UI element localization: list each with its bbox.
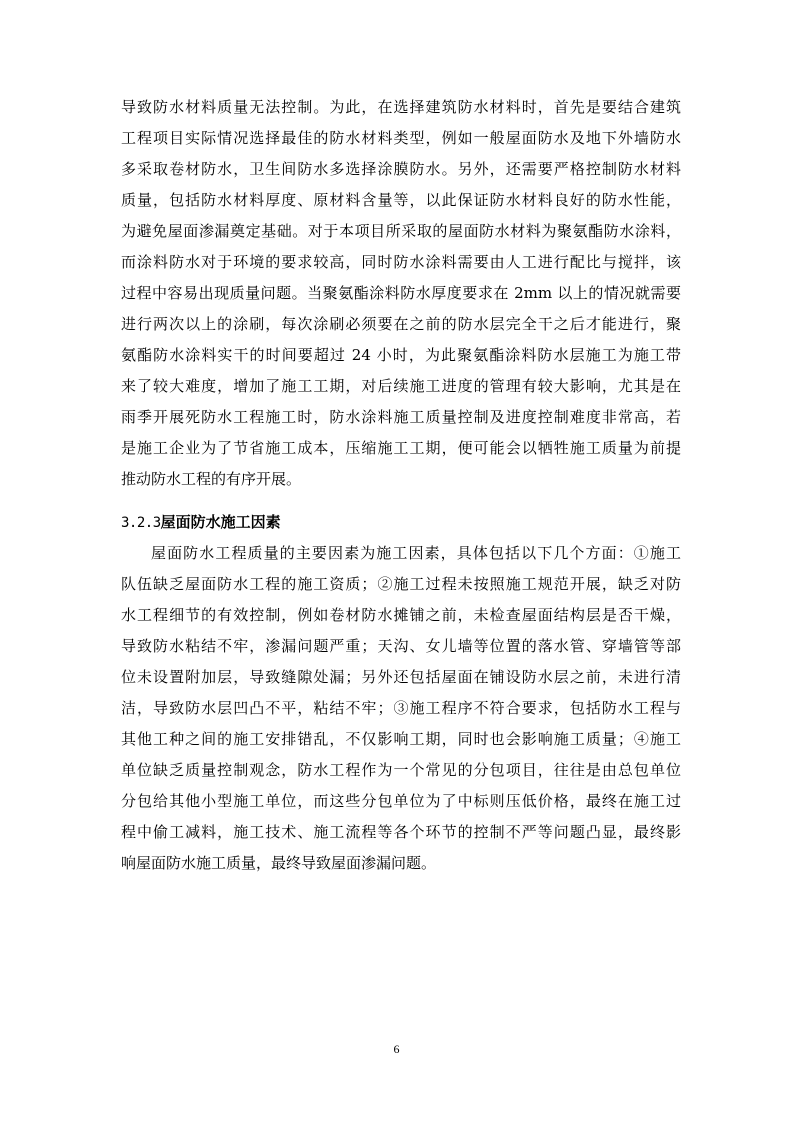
paragraph-line: 单位缺乏质量控制观念，防水工程作为一个常见的分包项目，往往是由总包单位 (121, 761, 681, 779)
paragraph-line: 导致防水材料质量无法控制。为此，在选择建筑防水材料时，首先是要结合建筑 (121, 98, 681, 116)
paragraph-line: 质量，包括防水材料厚度、原材料含量等，以此保证防水材料良好的防水性能， (121, 191, 681, 209)
paragraph-line: 推动防水工程的有序开展。 (121, 470, 302, 488)
paragraph-line: 为避免屋面渗漏奠定基础。对于本项目所采取的屋面防水材料为聚氨酯防水涂料， (121, 222, 681, 240)
section-title: 屋面防水施工因素 (160, 513, 281, 531)
paragraph-line: 位未设置附加层，导致缝隙处漏；另外还包括屋面在铺设防水层之前，未进行清 (121, 668, 681, 686)
paragraph-line: 工程项目实际情况选择最佳的防水材料类型，例如一般屋面防水及地下外墙防水 (121, 129, 681, 147)
paragraph-line: 是施工企业为了节省施工成本，压缩施工工期，便可能会以牺牲施工质量为前提 (121, 439, 681, 457)
paragraph-line: 水工程细节的有效控制，例如卷材防水摊铺之前，未检查屋面结构层是否干燥， (121, 606, 681, 624)
section-heading (121, 512, 281, 533)
paragraph-line: 氨酯防水涂料实干的时间要超过 24 小时，为此聚氨酯涂料防水层施工为施工带 (121, 346, 681, 364)
paragraph-line: 多采取卷材防水，卫生间防水多选择涂膜防水。另外，还需要严格控制防水材料 (121, 160, 681, 178)
paragraph-line: 来了较大难度，增加了施工工期，对后续施工进度的管理有较大影响，尤其是在 (121, 377, 681, 395)
paragraph-line: 雨季开展死防水工程施工时，防水涂料施工质量控制及进度控制难度非常高，若 (121, 408, 681, 426)
section-number: 3.2.3 (121, 515, 161, 531)
paragraph-line: 其他工种之间的施工安排错乱，不仅影响工期，同时也会影响施工质量；④施工 (121, 730, 681, 748)
paragraph-line: 洁，导致防水层凹凸不平，粘结不牢；③施工程序不符合要求，包括防水工程与 (121, 699, 681, 717)
paragraph-line: 程中偷工减料，施工技术、施工流程等各个环节的控制不严等问题凸显，最终影 (121, 823, 681, 841)
paragraph-line: 响屋面防水施工质量，最终导致屋面渗漏问题。 (121, 854, 437, 872)
page-number: 6 (393, 1042, 400, 1056)
paragraph-line: 导致防水粘结不牢，渗漏问题严重；天沟、女儿墙等位置的落水管、穿墙管等部 (121, 637, 681, 655)
paragraph-line: 而涂料防水对于环境的要求较高，同时防水涂料需要由人工进行配比与搅拌，该 (121, 253, 681, 271)
paragraph-line: 分包给其他小型施工单位，而这些分包单位为了中标则压低价格，最终在施工过 (121, 792, 681, 810)
paragraph-line: 屋面防水工程质量的主要因素为施工因素，具体包括以下几个方面：①施工 (151, 544, 681, 562)
paragraph-line: 过程中容易出现质量问题。当聚氨酯涂料防水厚度要求在 2mm 以上的情况就需要 (121, 284, 681, 302)
paragraph-line: 队伍缺乏屋面防水工程的施工资质；②施工过程未按照施工规范开展，缺乏对防 (121, 575, 681, 593)
paragraph-line: 进行两次以上的涂刷，每次涂刷必须要在之前的防水层完全干之后才能进行，聚 (121, 315, 681, 333)
